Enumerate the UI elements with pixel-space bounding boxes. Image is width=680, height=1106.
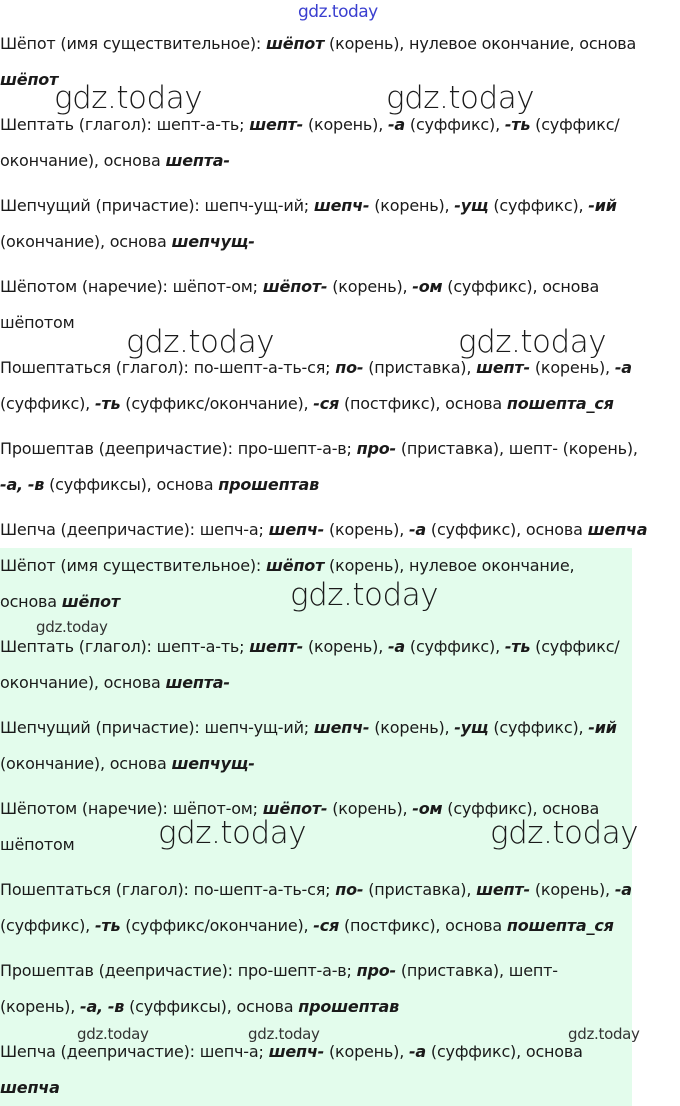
text-segment: (корень), [324,520,409,539]
text-segment: (корень), [303,637,388,656]
morpheme-highlight: -а [614,880,632,899]
text-segment: (окончание), основа [0,754,172,773]
text-segment: (приставка), [363,358,477,377]
morpheme-highlight: -ся [313,916,340,935]
morpheme-highlight: шёпот [61,592,120,611]
word-analysis-line [0,1034,632,1106]
text-segment: (суффикс/окончание), основа [0,637,620,692]
morpheme-highlight: -ом [412,277,443,296]
morpheme-highlight: шепч- [313,718,370,737]
text-segment: (окончание), основа [0,232,172,251]
watermark-small: gdz.today [568,1025,640,1043]
morpheme-highlight: шепта- [165,151,230,170]
morpheme-highlight: шёпот- [262,277,328,296]
word-analysis-line [0,710,632,782]
morpheme-highlight: -ущ [454,196,489,215]
morpheme-highlight: -ть [94,916,121,935]
morpheme-highlight: -а [408,1042,427,1061]
watermark-small: gdz.today [77,1025,149,1043]
text-segment: (приставка), шепт- (корень), [395,439,638,458]
morpheme-highlight: шёпот [266,34,325,53]
morpheme-highlight: -а [387,637,406,656]
morpheme-highlight: про- [356,439,396,458]
text-segment: Шепча (деепричастие): шепч-а; [0,1042,269,1061]
morpheme-highlight: шёпот- [262,799,328,818]
text-segment: (корень), [369,196,455,215]
word-analysis-line [0,512,660,548]
watermark: gdz.today [490,815,639,851]
morpheme-highlight: шепч- [313,196,370,215]
morpheme-highlight: шепт- [249,637,304,656]
text-segment: (корень), [303,115,388,134]
text-segment: Пошептаться (глагол): по-шепт-а-ть-ся; [0,358,336,377]
watermark: gdz.today [290,577,439,613]
morpheme-highlight: шепт- [476,880,530,899]
morpheme-highlight: шепчущ- [171,232,255,251]
morpheme-highlight: -ий [588,718,617,737]
text-segment: (постфикс), основа [339,394,507,413]
morpheme-highlight: -а, [80,997,103,1016]
morpheme-highlight: шепч- [268,520,325,539]
text-segment: (суффикс), [405,115,505,134]
watermark: gdz.today [54,80,203,116]
text-segment: (суффикс), [405,637,505,656]
morpheme-highlight: -а [387,115,406,134]
morpheme-highlight: -ся [313,394,340,413]
word-analysis-line [0,107,660,179]
text-segment: (суффикс), [488,196,589,215]
text-segment: Шёпот (имя существительное): [0,34,266,53]
morpheme-highlight: -а [614,358,632,377]
morpheme-highlight: шепча [587,520,648,539]
morpheme-highlight: -ть [504,637,531,656]
morpheme-highlight: шепт- [476,358,530,377]
morpheme-highlight: шепт- [249,115,304,134]
morpheme-highlight: по- [335,358,364,377]
morpheme-highlight: -ий [588,196,617,215]
morpheme-highlight: -ущ [454,718,489,737]
text-segment: (корень), [529,358,615,377]
word-analysis-line [0,629,632,701]
morpheme-highlight: шепчущ- [171,754,255,773]
text-segment: (суффикс), [0,916,95,935]
text-segment: Шёпотом (наречие): шёпот-ом; [0,799,263,818]
text-segment: (суффиксы), основа [124,997,299,1016]
text-segment: (корень), [324,1042,409,1061]
morpheme-highlight: -в [27,475,45,494]
text-segment: (суффикс/окончание), [120,916,314,935]
morpheme-highlight: про- [356,961,396,980]
text-segment: (суффикс), [488,718,589,737]
text-segment: (суффиксы), основа [44,475,219,494]
text-segment: (суффикс/окончание), основа [0,115,620,170]
text-segment: (суффикс), основа [426,1042,583,1061]
text-segment: Шёпотом (наречие): шёпот-ом; [0,277,263,296]
text-segment: (приставка), [363,880,477,899]
morpheme-highlight: -ть [94,394,121,413]
word-analysis-line [0,953,632,1025]
morpheme-highlight: шепта- [165,673,230,692]
word-analysis-line [0,431,660,503]
text-segment: (корень), [327,277,413,296]
watermark: gdz.today [458,324,607,360]
watermark-small: gdz.today [36,618,108,636]
text-segment: (корень), [369,718,455,737]
text-segment: (суффикс), основа шёпотом [0,799,600,854]
text-segment: Пошептаться (глагол): по-шепт-а-ть-ся; [0,880,336,899]
morpheme-highlight: -ть [504,115,531,134]
morpheme-highlight: -а [408,520,427,539]
morpheme-highlight: -а, [0,475,23,494]
text-segment: Шептать (глагол): шепт-а-ть; [0,637,250,656]
watermark-small: gdz.today [248,1025,320,1043]
text-segment: (суффикс), основа шёпотом [0,277,600,332]
morpheme-highlight: шёпот [266,556,325,575]
text-segment: Шёпот (имя существительное): [0,556,266,575]
text-segment: (суффикс), основа [426,520,588,539]
text-segment: (корень), [327,799,413,818]
morpheme-highlight: шепча [0,1078,60,1097]
text-segment: Прошептав (деепричастие): про-шепт-а-в; [0,439,357,458]
text-segment: Шепчущий (причастие): шепч-ущ-ий; [0,718,314,737]
word-analysis-line [0,872,632,944]
morpheme-highlight: пошепта_ся [506,394,614,413]
text-segment: (приставка), шепт- (корень), [0,961,558,1016]
morpheme-highlight: шепч- [268,1042,325,1061]
morpheme-highlight: прошептав [298,997,400,1016]
morpheme-highlight: прошептав [218,475,320,494]
watermark: gdz.today [158,815,307,851]
watermark: gdz.today [386,80,535,116]
morpheme-highlight: пошепта_ся [506,916,614,935]
text-segment: Шепча (деепричастие): шепч-а; [0,520,269,539]
morpheme-highlight: -в [107,997,125,1016]
text-segment: (корень), нулевое окончание, основа [0,556,575,611]
text-segment: (постфикс), основа [339,916,507,935]
morpheme-highlight: по- [335,880,364,899]
word-analysis-line [0,350,660,422]
morpheme-highlight: -ом [412,799,443,818]
text-segment: (суффикс), [0,394,95,413]
text-segment: (корень), [529,880,615,899]
text-segment: Прошептав (деепричастие): про-шепт-а-в; [0,961,357,980]
word-analysis-line [0,188,660,260]
watermark-top: gdz.today [298,2,378,22]
text-segment: Шептать (глагол): шепт-а-ть; [0,115,250,134]
morpheme-highlight: шёпот [0,70,59,89]
text-segment: (суффикс/окончание), [120,394,314,413]
watermark: gdz.today [126,324,275,360]
text-segment: Шепчущий (причастие): шепч-ущ-ий; [0,196,314,215]
text-segment: (корень), нулевое окончание, основа [324,34,637,53]
